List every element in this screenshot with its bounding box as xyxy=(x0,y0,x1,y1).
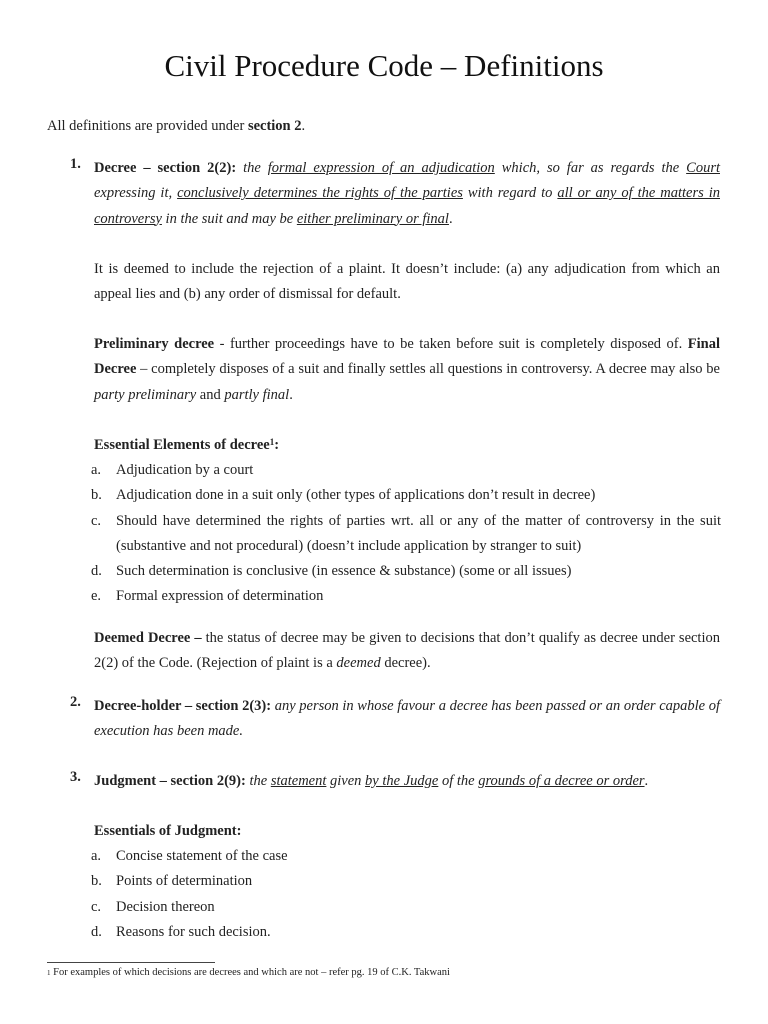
list-item-text: Should have determined the rights of parties wrt. all or any of the matter of controversy in the suit (substantive and not procedural) (doesn’t include application by stranger to suit) xyxy=(116,512,721,554)
preliminary-final-paragraph xyxy=(94,332,720,408)
list-item xyxy=(91,844,721,869)
list-item xyxy=(91,509,721,560)
intro-period: . xyxy=(301,118,306,134)
deemed-decree-text: the status of decree may be given to decisions that don’t qualify as decree under section 2(2) of the Code. (Rejection of plaint is a xyxy=(94,630,720,672)
list-item-text: Points of determination xyxy=(116,873,253,890)
text-run: . xyxy=(448,210,453,227)
definition-decree xyxy=(70,156,720,232)
partly-final-text: partly final xyxy=(224,386,290,403)
list-item-text: Reasons for such decision. xyxy=(116,923,271,940)
deemed-decree-head: Deemed Decree – xyxy=(94,630,202,646)
list-marker: b. xyxy=(91,487,102,504)
intro-text: All definitions are provided under xyxy=(47,118,248,134)
definition-body xyxy=(94,769,720,794)
preliminary-decree-head: Preliminary decree xyxy=(94,336,215,352)
list-item-text: Formal expression of determination xyxy=(116,588,324,605)
text-run: either preliminary or final xyxy=(296,210,449,227)
list-item-text: Such determination is conclusive (in essence & substance) (some or all issues) xyxy=(116,563,572,580)
list-item-text: Adjudication done in a suit only (other types of applications don’t result in decree) xyxy=(116,487,596,504)
list-marker: c. xyxy=(91,512,102,529)
list-item xyxy=(91,458,721,483)
definition-head: Judgment – section 2(9): xyxy=(94,773,246,789)
deemed-include-paragraph: It is deemed to include the rejection of a plaint. It doesn’t include: (a) any adjudication from which an appeal lies and (b) any order of dismissal for default. xyxy=(94,261,720,303)
list-item-text: Decision thereon xyxy=(116,898,215,915)
and-text: and xyxy=(196,386,225,403)
text-run: . xyxy=(644,773,649,789)
footnote xyxy=(47,966,450,980)
footnote-divider xyxy=(47,962,215,963)
list-marker: c. xyxy=(91,898,102,915)
list-marker: d. xyxy=(91,563,102,580)
text-run: of the xyxy=(438,773,479,789)
item-number: 1. xyxy=(70,156,81,172)
heading-colon: : xyxy=(274,437,280,453)
essential-elements-label: Essential Elements of decree xyxy=(94,437,270,453)
deemed-italic: deemed xyxy=(336,655,381,672)
list-marker: a. xyxy=(91,462,102,478)
item-number: 2. xyxy=(70,694,81,710)
text-run: expressing it, xyxy=(94,185,178,202)
text-run: conclusively determines the rights of the parties xyxy=(177,185,463,202)
text-run: which, so far as regards the xyxy=(494,160,687,176)
footnote-number: 1 xyxy=(47,969,51,977)
definition-head: Decree – section 2(2): xyxy=(94,160,237,176)
definition-judgment xyxy=(70,769,720,794)
list-item xyxy=(91,920,721,945)
footnote-text: For examples of which decisions are decrees and which are not – refer pg. 19 of C.K. Takwani xyxy=(50,967,450,978)
definition-decree-holder xyxy=(70,694,720,745)
text-run: in the suit and may be xyxy=(161,210,297,227)
item-number: 3. xyxy=(70,769,81,785)
text-run: statement xyxy=(270,773,327,789)
final-decree-text: – completely disposes of a suit and finally settles all questions in controversy. A decree may also be xyxy=(136,361,720,378)
list-item-text: Concise statement of the case xyxy=(116,848,288,864)
text-run: given xyxy=(326,773,366,789)
intro-line xyxy=(47,115,305,137)
list-marker: d. xyxy=(91,923,102,940)
deemed-decree-end: decree). xyxy=(380,655,431,672)
text-run: the xyxy=(245,773,271,789)
list-marker: e. xyxy=(91,588,102,605)
definition-body xyxy=(94,694,720,745)
text-run: all or any of the matters in controversy xyxy=(94,185,720,227)
list-item xyxy=(91,559,721,584)
text-run: grounds of a decree or order xyxy=(478,773,645,789)
final-decree-head: Final Decree xyxy=(94,336,720,378)
text-run: the xyxy=(243,160,268,176)
definition-body xyxy=(94,156,720,232)
list-item xyxy=(91,869,721,894)
essentials-judgment-list xyxy=(91,844,721,945)
preliminary-decree-text: - further proceedings have to be taken before suit is completely disposed of. xyxy=(214,336,688,352)
list-item xyxy=(91,895,721,920)
list-marker: b. xyxy=(91,873,102,890)
definition-head: Decree-holder – section 2(3): xyxy=(94,698,272,714)
intro-section: section 2 xyxy=(247,118,302,134)
list-item-text: Adjudication by a court xyxy=(116,462,254,478)
text-run: Court xyxy=(686,160,720,176)
text-run: with regard to xyxy=(462,185,558,202)
party-preliminary-text: party preliminary xyxy=(94,386,197,403)
essential-elements-heading xyxy=(94,434,279,456)
page-title: Civil Procedure Code – Definitions xyxy=(164,48,604,83)
text-run: by the Judge xyxy=(365,773,439,789)
definition-text xyxy=(246,773,648,789)
period-text: . xyxy=(289,386,293,403)
footnote-ref: 1 xyxy=(269,437,275,447)
essential-elements-list xyxy=(91,458,721,610)
deemed-decree-paragraph xyxy=(94,626,720,677)
list-marker: a. xyxy=(91,848,102,864)
essentials-judgment-heading: Essentials of Judgment: xyxy=(94,823,242,839)
text-run: formal expression of an adjudication xyxy=(267,160,495,176)
list-item xyxy=(91,483,721,508)
list-item xyxy=(91,584,721,609)
text-run: any person in whose favour a decree has been passed or an order capable of execution has been made. xyxy=(94,698,721,740)
